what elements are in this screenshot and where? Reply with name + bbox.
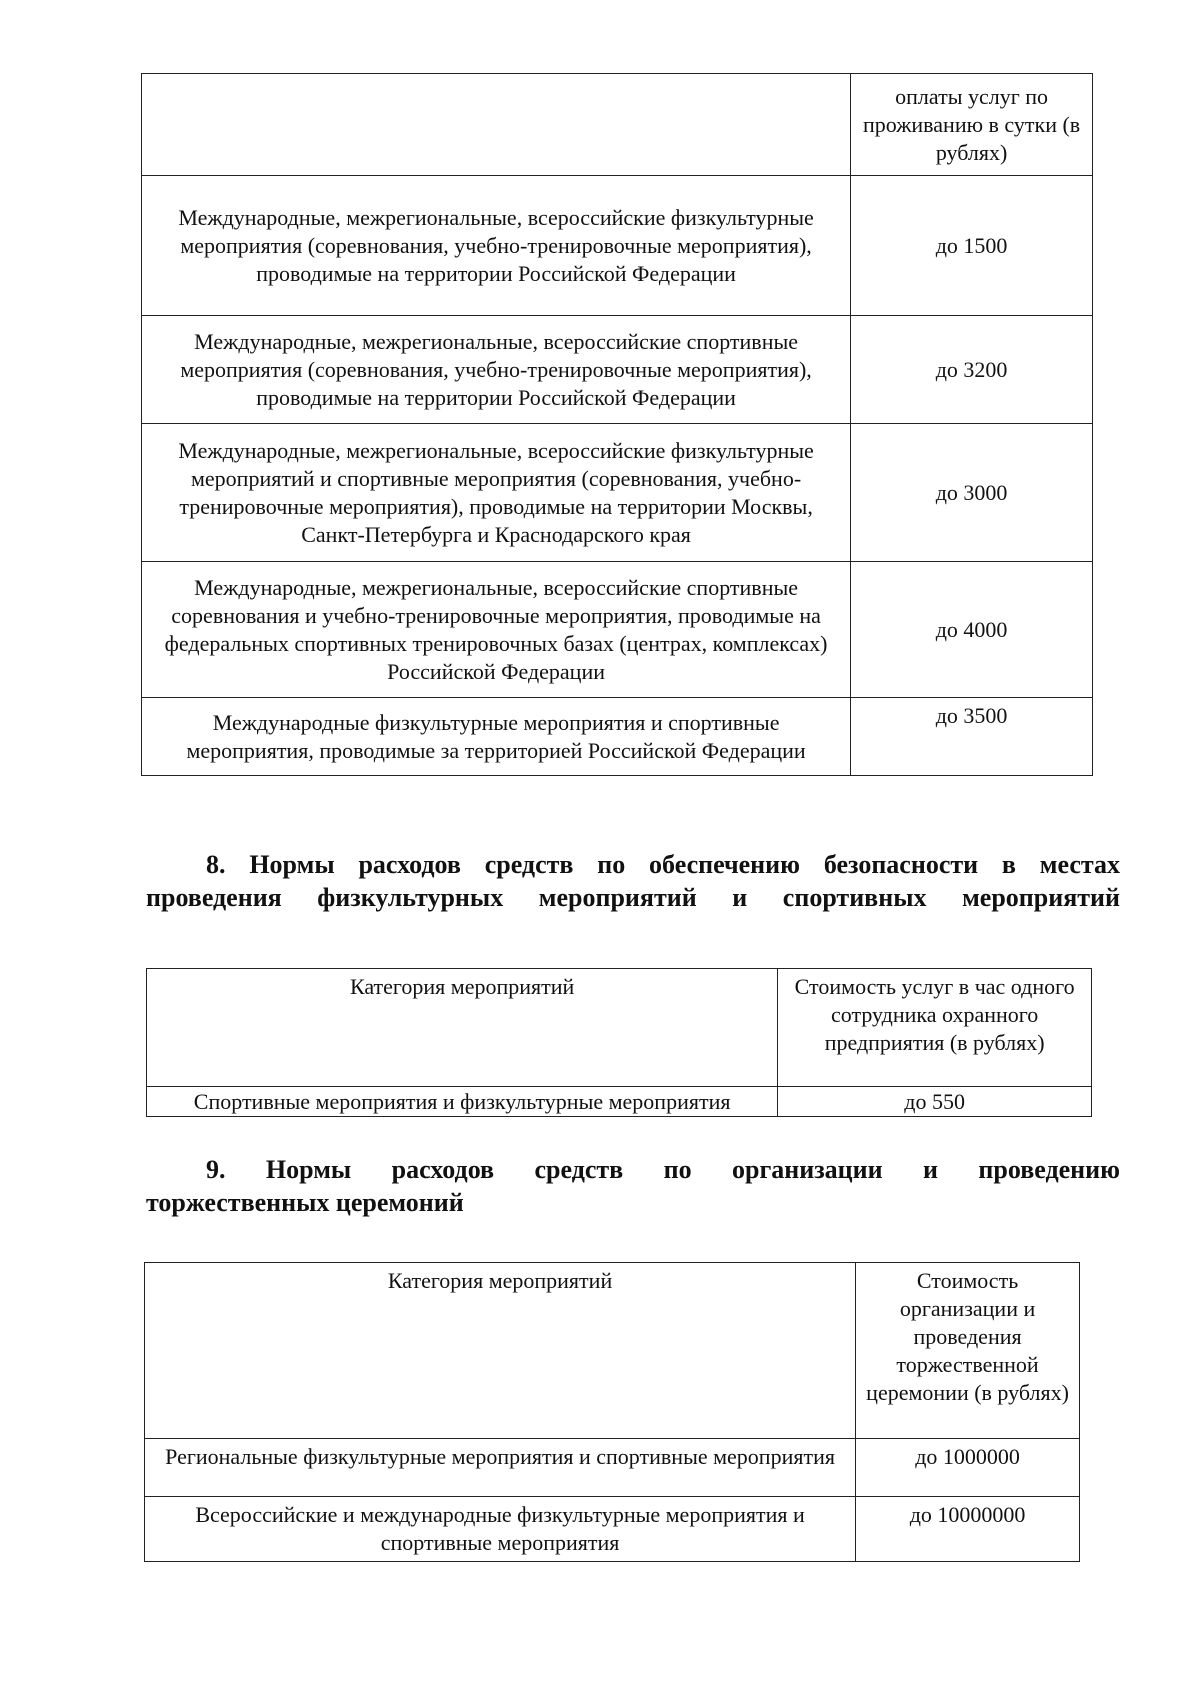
row-cost-cell: до 3500	[851, 698, 1093, 776]
row-category-cell: Всероссийские и международные физкультурные мероприятия и спортивные мероприятия	[145, 1497, 856, 1562]
section-8-heading-line-1: 8. Нормы расходов средств по обеспечению безопасности в местах	[206, 850, 1120, 879]
accommodation-cost-table	[141, 73, 1093, 776]
row-category-cell: Международные, межрегиональные, всероссийские спортивные мероприятия (соревнования, учебно-тренировочные мероприятия), проводимые на территории Российской Федерации	[142, 316, 851, 424]
table-row	[142, 698, 1093, 776]
table-row	[142, 562, 1093, 698]
table-header-row	[142, 74, 1093, 176]
section-9-heading	[146, 1153, 1120, 1219]
table-header-row	[145, 1263, 1080, 1439]
ceremony-cost-table	[144, 1262, 1080, 1562]
section-8-heading-line-2: проведения физкультурных мероприятий и спортивных мероприятий	[146, 883, 1120, 912]
row-category-cell: Международные, межрегиональные, всероссийские физкультурные мероприятия (соревнования, учебно-тренировочные мероприятия), проводимые на территории Российской Федерации	[142, 176, 851, 316]
header-cost-cell: оплаты услуг по проживанию в сутки (в рублях)	[851, 74, 1093, 176]
row-cost-cell: до 3200	[851, 316, 1093, 424]
table-row	[145, 1497, 1080, 1562]
header-cost-cell: Стоимость организации и проведения торжественной церемонии (в рублях)	[856, 1263, 1080, 1439]
section-8-heading	[146, 848, 1120, 914]
row-cost-cell: до 550	[778, 1087, 1092, 1117]
section-9-heading-line-1: 9. Нормы расходов средств по организации и проведению	[206, 1155, 1120, 1184]
header-category-cell: Категория мероприятий	[145, 1263, 856, 1439]
table-row	[147, 1087, 1092, 1117]
security-cost-table	[146, 968, 1092, 1117]
row-cost-cell: до 1000000	[856, 1439, 1080, 1497]
row-category-cell: Спортивные мероприятия и физкультурные мероприятия	[147, 1087, 778, 1117]
row-cost-cell: до 3000	[851, 424, 1093, 562]
row-cost-cell: до 10000000	[856, 1497, 1080, 1562]
row-category-cell: Международные физкультурные мероприятия и спортивные мероприятия, проводимые за территорией Российской Федерации	[142, 698, 851, 776]
header-cost-cell: Стоимость услуг в час одного сотрудника охранного предприятия (в рублях)	[778, 969, 1092, 1087]
header-category-cell: Категория мероприятий	[147, 969, 778, 1087]
table-row	[145, 1439, 1080, 1497]
row-cost-cell: до 4000	[851, 562, 1093, 698]
table-row	[142, 316, 1093, 424]
row-category-cell: Международные, межрегиональные, всероссийские спортивные соревнования и учебно-тренировочные мероприятия, проводимые на федеральных спортивных тренировочных базах (центрах, комплексах) Российской Федерации	[142, 562, 851, 698]
table-header-row	[147, 969, 1092, 1087]
section-9-heading-line-2: торжественных церемоний	[146, 1188, 464, 1217]
header-category-cell	[142, 74, 851, 176]
table-row	[142, 424, 1093, 562]
table-row	[142, 176, 1093, 316]
row-cost-cell: до 1500	[851, 176, 1093, 316]
row-category-cell: Региональные физкультурные мероприятия и спортивные мероприятия	[145, 1439, 856, 1497]
row-category-cell: Международные, межрегиональные, всероссийские физкультурные мероприятий и спортивные мероприятия (соревнования, учебно-тренировочные мероприятия), проводимые на территории Москвы, Санкт-Петербурга и Краснодарского края	[142, 424, 851, 562]
